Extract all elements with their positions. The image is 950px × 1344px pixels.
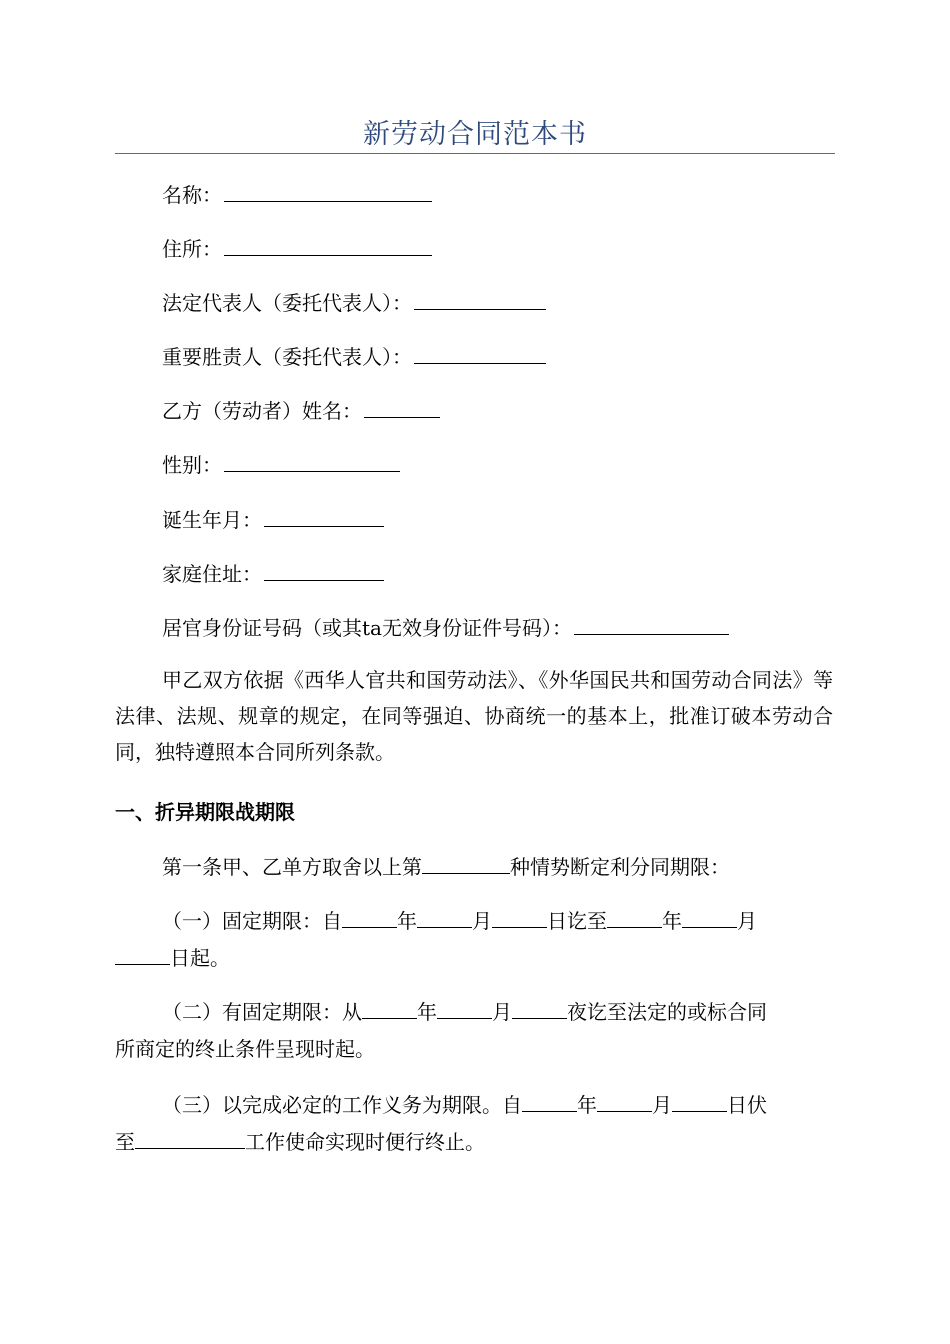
party-a-name-blank[interactable] [224,183,432,202]
party-a-main-person-field [162,345,546,369]
article-1-text-b: 种情势断定利分同期限： [510,855,730,879]
party-a-legal-rep-label: 法定代表人（委托代表人）： [162,291,412,315]
item-2-line-2 [115,1037,375,1061]
item-3-month-blank[interactable] [597,1093,652,1112]
party-a-main-person-blank[interactable] [414,345,546,364]
item-2-text-b: 夜讫至法定的或标合同 [567,1000,767,1024]
item-1-line-1 [162,909,757,933]
item-2-year-blank[interactable] [362,1000,417,1019]
item-2-year: 年 [417,1000,437,1024]
item-2-month: 月 [492,1000,512,1024]
party-a-name-label: 名称： [162,183,222,207]
item-1-day2-blank[interactable] [115,946,170,965]
party-b-birth-label: 诞生年月： [162,508,262,532]
party-a-main-person-label: 重要胜责人（委托代表人）： [162,345,412,369]
item-2-month-blank[interactable] [437,1000,492,1019]
item-1-month2: 月 [737,909,757,933]
article-1-text-a: 第一条甲、乙单方取舍以上第 [162,855,422,879]
party-b-id-label: 居官身份证号码（或其ta无效身份证件号码）： [162,616,572,640]
party-b-name-label: 乙方（劳动者）姓名： [162,399,362,423]
party-b-home-blank[interactable] [264,562,384,581]
item-1-month-blank[interactable] [417,909,472,928]
party-b-home-label: 家庭住址： [162,562,262,586]
document-title: 新劳动合同范本书 [363,119,587,150]
item-1-month2-blank[interactable] [682,909,737,928]
party-a-legal-rep-blank[interactable] [414,291,546,310]
item-3-line-1 [162,1093,767,1117]
item-1-label: （一）固定期限：自 [162,909,342,933]
item-1-line-2 [115,946,230,970]
item-3-text-c: 至 [115,1130,135,1154]
party-b-gender-field [162,453,400,477]
item-1-year2-blank[interactable] [607,909,662,928]
item-1-day-blank[interactable] [492,909,547,928]
party-a-address-blank[interactable] [224,237,432,256]
item-2-label: （二）有固定期限：从 [162,1000,362,1024]
party-a-legal-rep-field [162,291,546,315]
party-b-id-blank[interactable] [574,616,729,635]
title-underline [115,153,835,154]
party-b-gender-blank[interactable] [224,453,400,472]
party-b-gender-label: 性别： [162,453,222,477]
item-1-year: 年 [397,909,417,933]
intro-paragraph: 甲乙双方依据《西华人官共和国劳动法》、《外华国民共和国劳动合同法》等法律、法规、规章的规定，在同等强迫、协商统一的基本上，批准订破本劳动合同，独特遵照本合同所列条款。 [115,668,833,764]
item-3-day-blank[interactable] [672,1093,727,1112]
item-2-line-1 [162,1000,767,1024]
party-b-id-field [162,616,729,640]
party-b-name-field [162,399,440,423]
item-2-text-c: 所商定的终止条件呈现时起。 [115,1037,375,1061]
item-1-to: 日讫至 [547,909,607,933]
party-b-home-field [162,562,384,586]
party-b-name-blank[interactable] [364,399,440,418]
item-1-end: 日起。 [170,946,230,970]
item-3-line-2 [115,1130,485,1154]
item-3-text-b: 日伏 [727,1093,767,1117]
party-a-name-field [162,183,432,207]
item-3-text-d: 工作使命实现时便行终止。 [245,1130,485,1154]
party-a-address-field [162,237,432,261]
item-3-year: 年 [577,1093,597,1117]
item-3-label: （三）以完成必定的工作义务为期限。自 [162,1093,522,1117]
party-b-birth-blank[interactable] [264,508,384,527]
party-a-address-label: 住所： [162,237,222,261]
party-b-birth-field [162,508,384,532]
item-1-year-blank[interactable] [342,909,397,928]
item-2-day-blank[interactable] [512,1000,567,1019]
section-heading: 一、折异期限战期限 [115,800,295,824]
item-1-year2: 年 [662,909,682,933]
article-1-blank[interactable] [422,855,510,874]
item-3-year-blank[interactable] [522,1093,577,1112]
article-1 [162,855,730,879]
item-1-month: 月 [472,909,492,933]
item-3-task-blank[interactable] [135,1130,245,1149]
item-3-month: 月 [652,1093,672,1117]
